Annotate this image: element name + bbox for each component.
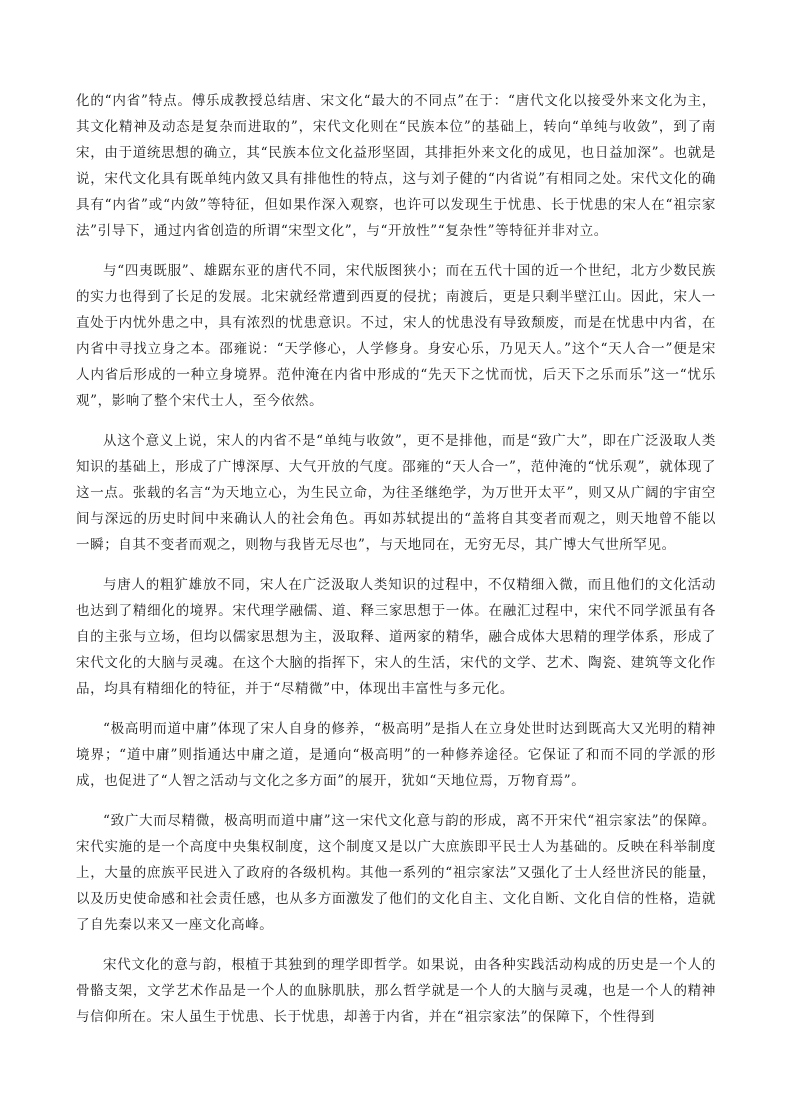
paragraph-6: “致广大而尽精微，极高明而道中庸”这一宋代文化意与韵的形成，离不开宋代“祖宗家法”的保障。宋代实施的是一个高度中央集权制度，这个制度又是以广大庶族即平民士人为基础的。反映在科举制度上，大量的庶族平民进入了政府的各级机构。其他一系列的“祖宗家法”又强化了士人经世济民的能量，以及历史使命感和社会责任感，也从多方面激发了他们的文化自主、文化自断、文化自信的性格，造就了自先秦以来又一座文化高峰。 (76, 813, 716, 933)
paragraph-1: 化的“内省”特点。傅乐成教授总结唐、宋文化“最大的不同点”在于：“唐代文化以接受外来文化为主，其文化精神及动态是复杂而进取的”，宋代文化则在“民族本位”的基础上，转向“单纯与收敛”，到了南宋，由于道统思想的确立，其“民族本位文化益形坚固，其排拒外来文化的成见，也日益加深”。也就是说，宋代文化具有既单纯内敛又具有排他性的特点，这与刘子健的“内省说”有相同之处。宋代文化的确具有“内省”或“内敛”等特征，但如果作深入观察，也许可以发现生于忧患、长于忧患的宋人在“祖宗家法”引导下，通过内省创造的所谓“宋型文化”，与“开放性”“复杂性”等特征并非对立。 (76, 93, 716, 239)
document-page (76, 88, 716, 1044)
paragraph-5: “极高明而道中庸”体现了宋人自身的修养，“极高明”是指人在立身处世时达到既高大又光明的精神境界；“道中庸”则指通达中庸之道，是通向“极高明”的一种修养途径。它保证了和而不同的学派的形成，也促进了“人智之活动与文化之多方面”的展开，犹如“天地位焉，万物育焉”。 (76, 721, 716, 789)
paragraph-2: 与“四夷既服”、雄踞东亚的唐代不同，宋代版图狭小；而在五代十国的近一个世纪，北方少数民族的实力也得到了长足的发展。北宋就经常遭到西夏的侵扰；南渡后，更是只剩半壁江山。因此，宋人一直处于内忧外患之中，具有浓烈的忧患意识。不过，宋人的忧患没有导致颓废，而是在忧患中内省，在内省中寻找立身之本。邵雍说：“天学修心，人学修身。身安心乐，乃见天人。”这个“天人合一”便是宋人内省后形成的一种立身境界。范仲淹在内省中形成的“先天下之忧而忧，后天下之乐而乐”这一“忧乐观”，影响了整个宋代士人，至今依然。 (76, 263, 716, 409)
paragraph-7: 宋代文化的意与韵，根植于其独到的理学即哲学。如果说，由各种实践活动构成的历史是一个人的骨骼支架，文学艺术作品是一个人的血脉肌肤，那么哲学就是一个人的大脑与灵魂，也是一个人的精神与信仰所在。宋人虽生于忧患、长于忧患，却善于内省，并在“祖宗家法”的保障下，个性得到 (76, 957, 716, 1025)
paragraph-3: 从这个意义上说，宋人的内省不是“单纯与收敛”，更不是排他，而是“致广大”，即在广泛汲取人类知识的基础上，形成了广博深厚、大气开放的气度。邵雍的“天人合一”，范仲淹的“忧乐观”，就体现了这一点。张载的名言“为天地立心，为生民立命，为往圣继绝学，为万世开太平”，则又从广阔的宇宙空间与深远的历史时间中来确认人的社会角色。再如苏轼提出的“盖将自其变者而观之，则天地曾不能以一瞬；自其不变者而观之，则物与我皆无尽也”，与天地同在，无穷无尽，其广博大气世所罕见。 (76, 433, 716, 553)
paragraph-4: 与唐人的粗犷雄放不同，宋人在广泛汲取人类知识的过程中，不仅精细入微，而且他们的文化活动也达到了精细化的境界。宋代理学融儒、道、释三家思想于一体。在融汇过程中，宋代不同学派虽有各自的主张与立场，但均以儒家思想为主，汲取释、道两家的精华，融合成体大思精的理学体系，形成了宋代文化的大脑与灵魂。在这个大脑的指挥下，宋人的生活，宋代的文学、艺术、陶瓷、建筑等文化作品，均具有精细化的特征，并于“尽精微”中，体现出丰富性与多元化。 (76, 577, 716, 697)
